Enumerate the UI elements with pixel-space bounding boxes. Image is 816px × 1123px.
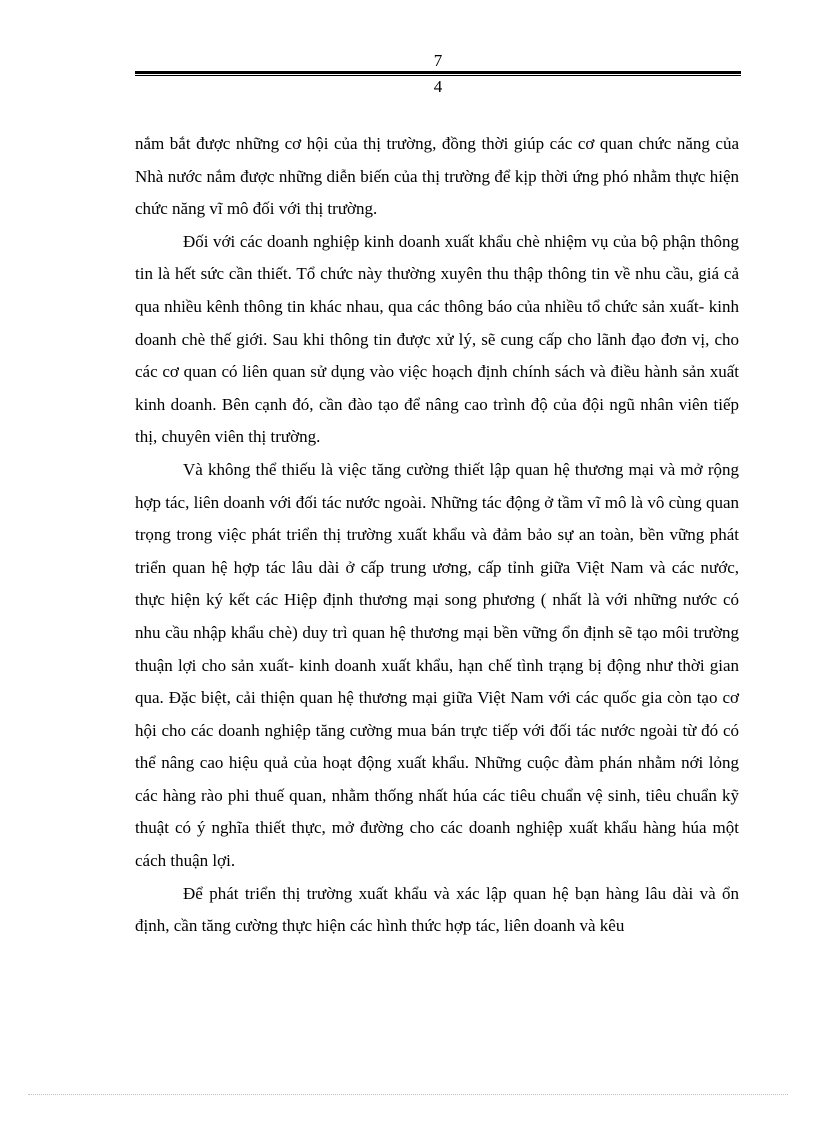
page-number-bottom: 4	[433, 77, 443, 96]
document-body	[135, 128, 739, 943]
paragraph-2: Đối với các doanh nghiệp kinh doanh xuất khẩu chè nhiệm vụ của bộ phận thông tin là hết sức cần thiết. Tổ chức này thường xuyên thu thập thông tin về nhu cầu, giá cả qua nhiều kênh thông tin khác nhau, qua các thông báo của nhiều tổ chức sản xuất- kinh doanh chè thế giới. Sau khi thông tin được xử lý, sẽ cung cấp cho lãnh đạo đơn vị, cho các cơ quan có liên quan sử dụng vào việc hoạch định chính sách và điều hành sản xuất kinh doanh. Bên cạnh đó, cần đào tạo để nâng cao trình độ của đội ngũ nhân viên tiếp thị, chuyên viên thị trường.	[135, 231, 739, 447]
paragraph-4: Để phát triển thị trường xuất khẩu và xác lập quan hệ bạn hàng lâu dài và ổn định, cần tăng cường thực hiện các hình thức hợp tác, liên doanh và kêu	[135, 883, 739, 936]
header-rule-thin	[135, 75, 741, 76]
page-number-top: 7	[433, 51, 443, 70]
header-rule-thick	[135, 71, 741, 74]
paragraph-1: nắm bắt được những cơ hội của thị trường, đồng thời giúp các cơ quan chức năng của Nhà nước nắm được những diễn biến của thị trường để kịp thời ứng phó nhằm thực hiện chức năng vĩ mô đối với thị trường.	[135, 134, 739, 219]
paragraph-3: Và không thể thiếu là việc tăng cường thiết lập quan hệ thương mại và mở rộng hợp tác, liên doanh với đối tác nước ngoài. Những tác động ở tầm vĩ mô là vô cùng quan trọng trong việc phát triển thị trường xuất khẩu và đảm bảo sự an toàn, bền vững phát triển quan hệ hợp tác lâu dài ở cấp trung ương, cấp tỉnh giữa Việt Nam và các nước, thực hiện ký kết các Hiệp định thương mại song phương ( nhất là với những nước có nhu cầu nhập khẩu chè) duy trì quan hệ thương mại bền vững ổn định sẽ tạo môi trường thuận lợi cho sản xuất- kinh doanh xuất khẩu, hạn chế tình trạng bị động như thời gian qua. Đặc biệt, cải thiện quan hệ thương mại giữa Việt Nam với các quốc gia còn tạo cơ hội cho các doanh nghiệp tăng cường mua bán trực tiếp với đối tác nước ngoài từ đó có thể nâng cao hiệu quả của hoạt động xuất khẩu. Những cuộc đàm phán nhằm nới lỏng các hàng rào phi thuế quan, nhằm thống nhất húa các tiêu chuẩn vệ sinh, tiêu chuẩn kỹ thuật có ý nghĩa thiết thực, mở đường cho các doanh nghiệp xuất khẩu hàng húa một cách thuận lợi.	[135, 459, 739, 871]
page-bottom-divider	[28, 1094, 788, 1095]
header-rule	[135, 71, 741, 76]
